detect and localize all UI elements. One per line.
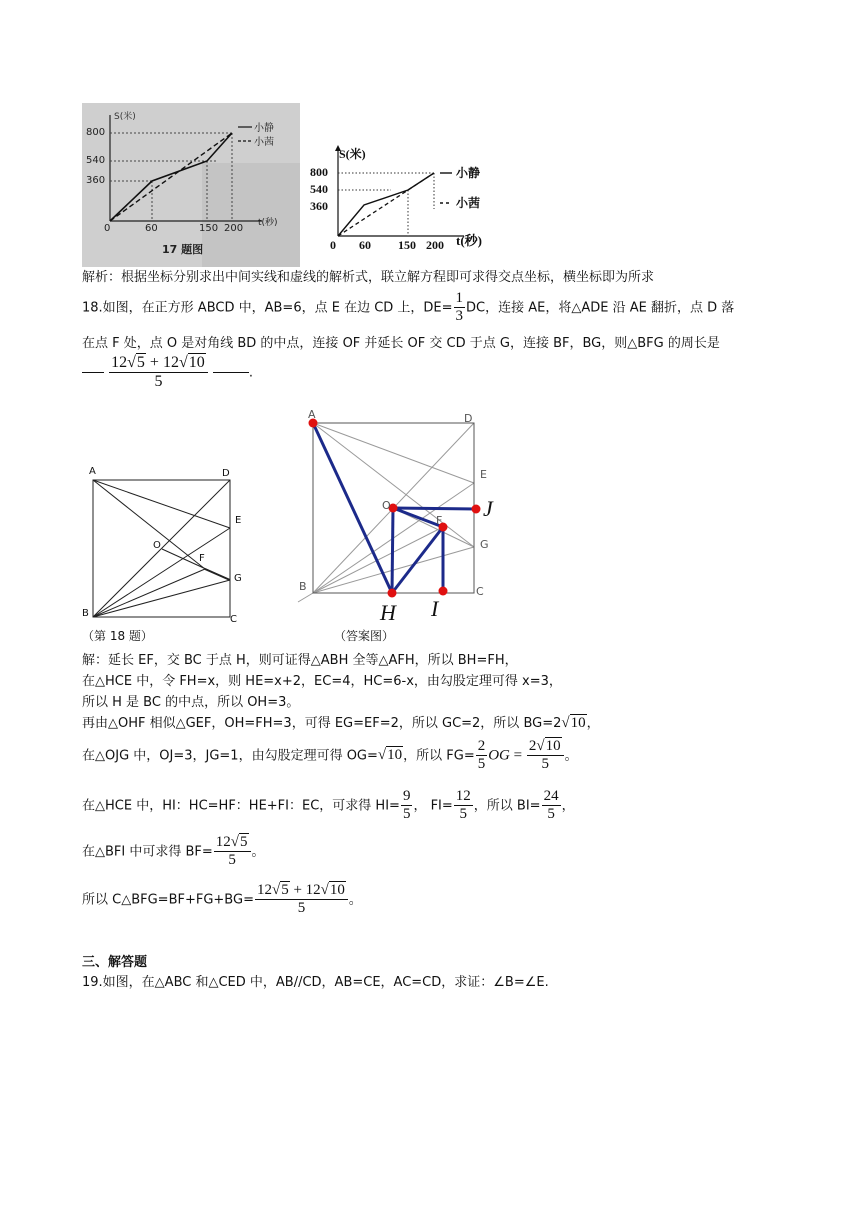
s6f1-den: 5 <box>402 806 411 823</box>
photo-chart-xlabel: t(秒) <box>258 218 278 228</box>
ans-label-I: I <box>431 596 439 621</box>
problem-18-line2: 在点 F 处，点 O 是对角线 BD 的中点，连接 OF 并延长 OF 交 CD 于点 G，连接 BF，BG，则△BFG 的周长是 <box>82 336 720 351</box>
s5-eq: = <box>509 747 526 764</box>
photo-chart-legend-1: 小静 <box>254 123 274 134</box>
solution-line-6 <box>82 788 575 824</box>
s4-sqrt10: √10 <box>561 715 586 731</box>
clean-chart <box>306 143 502 255</box>
solution-line-8 <box>82 882 362 918</box>
s4-rad: 10 <box>570 715 586 731</box>
figure-18-svg <box>80 465 250 625</box>
ans-label-A: A <box>308 408 316 421</box>
s6f2-den: 5 <box>459 806 468 823</box>
photo-chart-xtick-200: 200 <box>224 223 244 234</box>
s6-frac-12-5 <box>454 788 473 824</box>
s5-rad: 10 <box>387 747 403 764</box>
sqrt10-a: √10 <box>178 354 205 371</box>
s5-end: 。 <box>564 748 578 764</box>
clean-chart-legend-1: 小静 <box>456 166 481 180</box>
figure-18 <box>80 465 250 643</box>
s8-num-a: 12 <box>256 882 272 898</box>
s6-end: ， <box>561 798 575 814</box>
s6f2-num: 12 <box>454 788 473 806</box>
s5-mid: ，所以 FG= <box>403 748 475 764</box>
s8-text: 所以 C△BFG=BF+FG+BG= <box>82 892 254 908</box>
clean-chart-xtick-60: 60 <box>359 238 371 252</box>
photo-chart-xtick-0: 0 <box>104 223 111 234</box>
solution-line-4 <box>82 712 600 732</box>
s8-end: 。 <box>348 892 362 908</box>
s5g-den: 5 <box>541 756 549 773</box>
s5g-num-wrap <box>527 738 564 756</box>
photo-chart-legend-2: 小茜 <box>254 137 274 148</box>
s7-frac-bf <box>214 834 251 870</box>
problem-19: 19.如图，在△ABC 和△CED 中，AB//CD，AB=CE，AC=CD，求证：∠B=∠E. <box>82 975 549 990</box>
photo-chart-ytick-540: 540 <box>86 155 106 166</box>
answer-figure <box>296 410 526 646</box>
solution-line-2: 在△HCE 中，令 FH=x，则 HE=x+2，EC=4，HC=6-x，由勾股定理可得 x=3， <box>82 674 562 689</box>
de-fraction <box>454 290 466 326</box>
s4-tail: ， <box>586 716 600 731</box>
problem-18-text-b: DC，连接 AE，将△ADE 沿 AE 翻折，点 D 落 <box>466 300 735 316</box>
ans-rad-a: 5 <box>136 354 145 371</box>
s7-sqrt: √5 <box>230 834 248 850</box>
s6f3-num: 24 <box>542 788 561 806</box>
s8-den: 5 <box>297 900 306 917</box>
ans-label-H: H <box>380 600 396 625</box>
s6-frac-9-5 <box>401 788 413 824</box>
ans-rad-b: 10 <box>188 354 205 371</box>
photo-chart-xtick-150: 150 <box>199 223 219 234</box>
fig18-caption: （第 18 题） <box>82 629 153 643</box>
s6f3-den: 5 <box>547 806 555 823</box>
answer-denominator: 5 <box>154 373 163 391</box>
s6-text: 在△HCE 中，HI：HC=HF：HE+FI：EC，可求得 HI= <box>82 798 400 814</box>
s7-num: 12 <box>215 834 231 850</box>
s8-num-wrap <box>255 882 348 900</box>
fig18-label-O: O <box>153 540 161 551</box>
answer-figure-caption: （答案图） <box>334 629 395 643</box>
solution-line-3: 所以 H 是 BC 的中点，所以 OH=3。 <box>82 695 300 710</box>
s8-rad-b: 10 <box>329 882 345 898</box>
s8-sqrt5: √5 <box>271 882 289 898</box>
analysis-17: 解析：根据坐标分别求出中间实线和虚线的解析式，联立解方程即可求得交点坐标，横坐标即为所求 <box>82 270 655 285</box>
s6-mid1: ， FI= <box>413 798 453 814</box>
fig18-label-C: C <box>230 614 237 625</box>
answer-numerator <box>109 354 208 373</box>
fig18-label-F: F <box>199 553 205 564</box>
ans-label-J: J <box>483 496 493 521</box>
answer-blank-left <box>82 372 104 373</box>
fig18-label-D: D <box>222 468 230 479</box>
section-3-heading: 三、解答题 <box>82 955 148 970</box>
s5g-rad: 10 <box>545 738 561 754</box>
s8-plus: + 12 <box>289 882 321 898</box>
s5-text: 在△OJG 中，OJ=3，JG=1，由勾股定理可得 OG= <box>82 748 378 764</box>
ans-label-G: G <box>480 538 489 551</box>
problem-18-line1 <box>82 290 734 326</box>
photo-chart-caption: 17 题图 <box>162 243 204 256</box>
s8-rad-a: 5 <box>281 882 289 898</box>
clean-chart-legend-2: 小茜 <box>456 196 481 210</box>
s7-rad: 5 <box>240 834 248 850</box>
s8-sqrt10: √10 <box>320 882 345 898</box>
s6-mid2: ，所以 BI= <box>473 798 541 814</box>
photo-chart-xtick-60: 60 <box>145 223 158 234</box>
s5-sqrt10: √10 <box>377 747 403 764</box>
s6f1-num: 9 <box>401 788 413 806</box>
clean-chart-xtick-0: 0 <box>330 238 336 252</box>
problem-18-text-a: 18.如图，在正方形 ABCD 中，AB=6，点 E 在边 CD 上，DE= <box>82 300 453 316</box>
ans-label-O: O <box>382 499 391 512</box>
ans-plus: + 12 <box>145 354 179 371</box>
s5f-num: 2 <box>476 738 488 756</box>
s8-frac-perimeter <box>255 882 348 918</box>
s6-frac-24-5 <box>542 788 561 824</box>
fig18-label-B: B <box>82 608 89 619</box>
clean-chart-xlabel: t(秒) <box>456 233 482 248</box>
photo-chart-ytick-360: 360 <box>86 175 106 186</box>
answer-blank-right <box>213 372 249 373</box>
clean-chart-xtick-200: 200 <box>426 238 444 252</box>
solution-line-7 <box>82 834 265 870</box>
de-frac-den: 3 <box>455 308 464 325</box>
clean-chart-ylabel: S(米) <box>339 147 366 161</box>
s5-frac-2-5 <box>476 738 488 774</box>
sqrt5-a: √5 <box>127 354 145 371</box>
s5-og: OG <box>488 747 510 764</box>
ans-label-E: E <box>480 468 487 481</box>
ans-label-F: F <box>436 514 443 527</box>
ans-coef-a: 12 <box>111 354 128 371</box>
clean-chart-ytick-800: 800 <box>310 165 328 179</box>
clean-chart-ytick-540: 540 <box>310 182 328 196</box>
de-frac-num: 1 <box>454 290 466 308</box>
s7-end: 。 <box>251 844 265 860</box>
ans-label-B: B <box>299 580 307 593</box>
answer-fraction <box>109 354 208 392</box>
s7-num-wrap <box>214 834 251 852</box>
clean-chart-xtick-150: 150 <box>398 238 416 252</box>
s5g-num: 2 <box>528 738 537 754</box>
ans-label-D: D <box>464 412 473 425</box>
fig18-label-A: A <box>89 466 96 477</box>
ans-label-C: C <box>476 585 484 598</box>
fig18-label-G: G <box>234 573 242 584</box>
s5-frac-2sqrt10-5 <box>527 738 564 774</box>
photo-chart-ylabel: S(米) <box>114 112 136 122</box>
solution-line-1: 解：延长 EF，交 BC 于点 H，则可证得△ABH 全等△AFH，所以 BH=FH， <box>82 653 518 668</box>
photo-chart <box>82 103 300 267</box>
s7-den: 5 <box>228 852 236 869</box>
fig18-label-E: E <box>235 515 242 526</box>
s5f-den: 5 <box>477 756 486 773</box>
s7-text: 在△BFI 中可求得 BF= <box>82 844 213 860</box>
clean-chart-ytick-360: 360 <box>310 199 328 213</box>
problem-18-answer: $\frac{12√5 + 12√10}{5}$ . <box>82 354 253 392</box>
s5g-sqrt: √10 <box>536 738 561 754</box>
solution-line-5 <box>82 738 578 774</box>
photo-chart-ytick-800: 800 <box>86 127 106 138</box>
s4-text: 再由△OHF 相似△GEF，OH=FH=3，可得 EG=EF=2，所以 GC=2，所以 BG=2 <box>82 716 562 731</box>
